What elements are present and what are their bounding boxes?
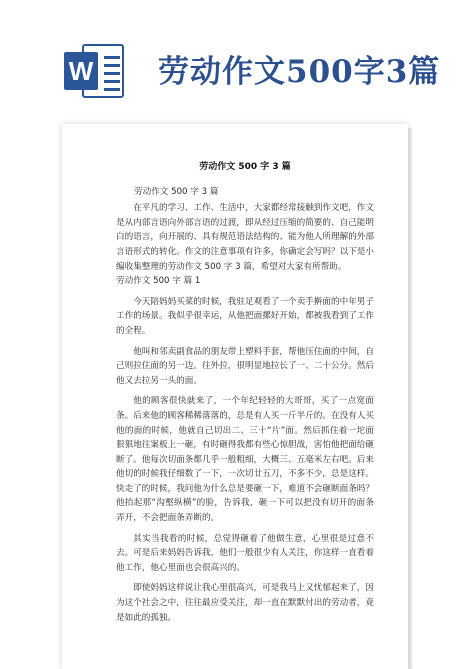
intro-paragraph: 在平凡的学习、工作、生活中，大家都经常接触到作文吧，作文是从内部言语向外部言语的过渡，即从经过压缩的简要的、自己能明白的语言，向开展的、具有规范语法结构的、能为他人所理解的外部言语形式的转化。作文的注意事项有许多，你确定会写吗？以下是小编收集整理的劳动作文 500 字 3 篇，希望对大家有所帮助。 [116,203,374,272]
document-content [116,160,374,625]
body-paragraph: 他叫和邻卖副食品的朋友带上塑料手套，帮他压住面的中间，自己则拉住面的另一边。往外拉，很明显地拉长了一、二十公分。然后他又去拉另一头的面。 [116,346,374,386]
section-title: 劳动作文 500 字 篇 1 [116,276,201,287]
body-paragraph: 今天陪妈妈买菜的时候，我驻足观看了一个卖手擀面的中年男子工作的场景。我似乎很幸运，从他把面摞好开始，都被我看到了工作的全程。 [116,296,374,336]
body-paragraph: 即使妈妈这样说让我心里很高兴，可是我马上又忧郁起来了，因为这个社会之中，往往最应受关注，却一直在默默付出的劳动者，竟是如此的孤独。 [116,583,374,623]
body-paragraph: 其实当我看的时候，总觉得砸着了他做生意，心里很是过意不去。可是后来妈妈告诉我，他们一般很少有人关注，你这样一直看着他工作，他心里面也会很高兴的。 [116,533,374,573]
document-subtitle: 劳动作文 500 字 3 篇 [134,186,219,197]
body-paragraph: 他的顾客很快就来了，一个年纪轻轻的大哥哥，买了一点宽面条。后来他的顾客稀稀落落的，总是有人买一斤半斤的。在没有人买他的面的时候，他就自己切出二、三十“片”面。然后抓住着一坨面狠狠地往案板上一砸，有时砸得我都有些心惊胆战，害怕他把面给砸断了。他每次切面条都几乎一般粗细，大概三、五毫米左右吧。后来他切的时候我仔细数了一下，一次切廿五刀，不多不少，总是这样。快走了的时候，我问他为什么总是要砸一下，难道不会砸断面条吗？他抬起那“沟壑纵横”的脸，告诉我，砸一下可以把没有切开的面条弄开，不会把面条弄断的。 [116,396,374,524]
word-letter-badge: W [64,52,98,90]
document-heading: 劳动作文 500 字 3 篇 [199,162,291,172]
banner-title: 劳动作文500字3篇 [158,54,441,90]
word-document-icon [64,42,126,100]
